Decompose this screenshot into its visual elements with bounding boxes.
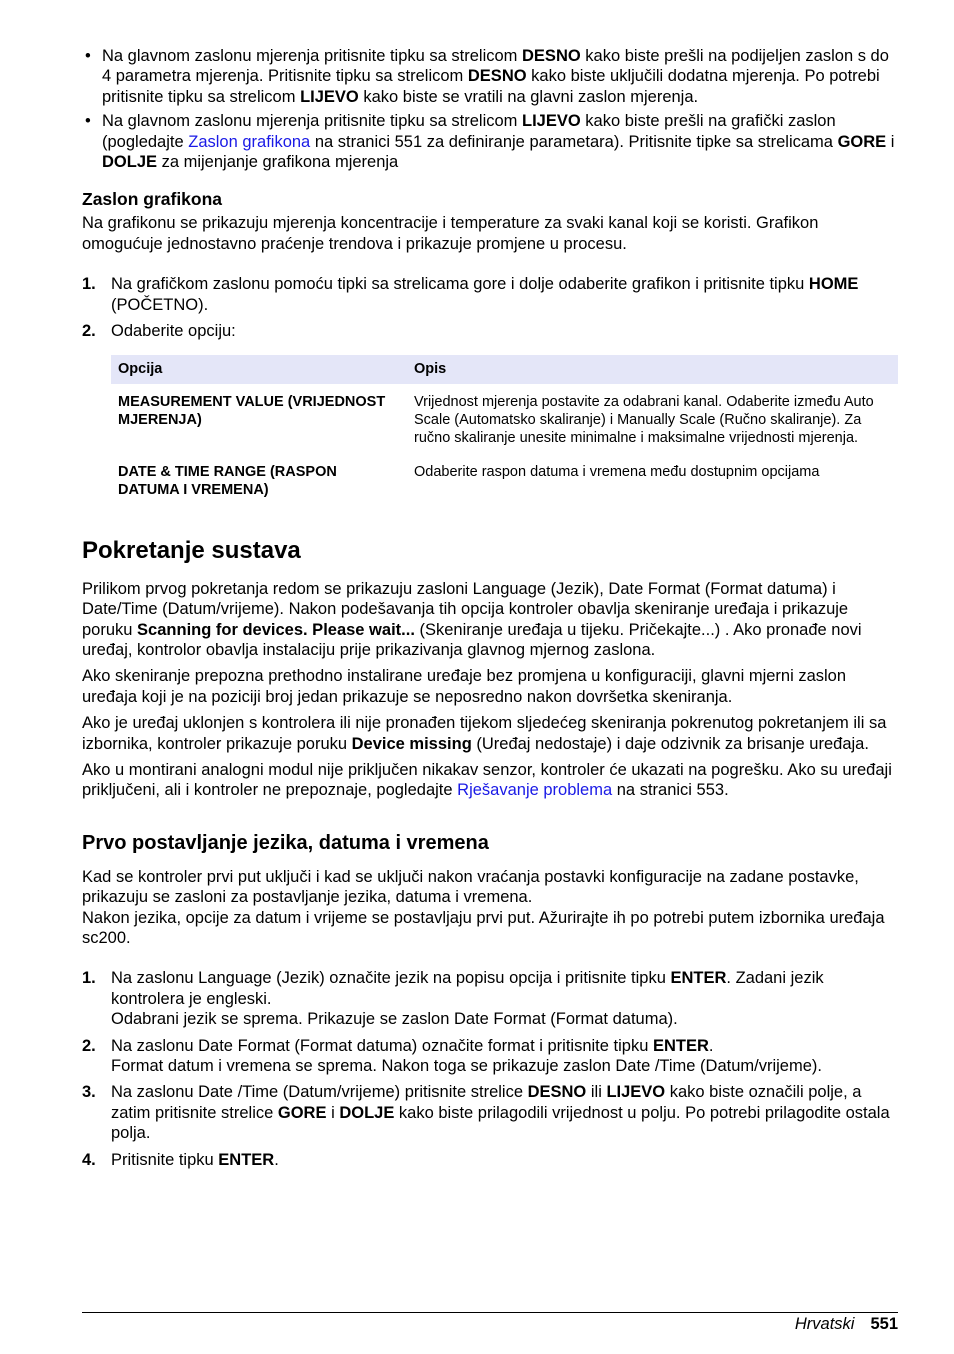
startup-paragraph: Ako skeniranje prepozna prethodno instalirane uređaje bez promjena u konfiguraciji, glavni mjerni zaslon uređaja koji je na poziciji broj jedan prikazuje se neposredno nakon dovršetka skeniranja.: [82, 667, 847, 706]
list-item: 1. Na grafičkom zaslonu pomoću tipki sa strelicama gore i dolje odaberite grafikon i pritisnite tipku HOME (POČETNO).: [82, 275, 859, 314]
bullet-icon: •: [85, 47, 91, 65]
table-header-row: [111, 355, 898, 383]
step-number: 4.: [82, 1150, 96, 1169]
step-result: Format datum i vremena se sprema. Nakon toga se prikazuje zaslon Date /Time (Datum/vrijeme).: [111, 1057, 822, 1075]
options-table: [111, 355, 898, 506]
list-item: 2. Odaberite opciju:: [82, 322, 236, 341]
graph-steps-list: [82, 274, 898, 341]
column-header-description: Opis: [407, 355, 898, 383]
table-row: [111, 384, 898, 455]
first-setup-title: Prvo postavljanje jezika, datuma i vremena: [82, 831, 489, 854]
document-page: [82, 46, 898, 1176]
graph-section-title: Zaslon grafikona: [82, 189, 223, 210]
navigation-bullet-list: [82, 46, 898, 172]
startup-paragraph: Prilikom prvog pokretanja redom se prikazuju zasloni Language (Jezik), Date Format (Format datuma) i Date/Time (Datum/vrijeme). Nakon podešavanja tih opcija kontroler obavlja skeniranje uređaja i prikazuje poruku Scanning for devices. Please wait... (Skeniranje uređaja u tijeku. Pričekajte...) . Ako pronađe novi uređaj, kontrolor obavlja instalaciju prije prikazivanja glavnog mjernog zaslona.: [82, 579, 862, 659]
startup-paragraph: Ako je uređaj uklonjen s kontrolera ili nije pronađen tijekom sljedećeg skeniranja pokrenutog pokretanjem ili sa izbornika, kontroler prikazuje poruku Device missing (Uređaj nedostaje) i daje odzivnik za brisanje uređaja.: [82, 714, 887, 753]
step-result: Odabrani jezik se sprema. Prikazuje se zaslon Date Format (Format datuma).: [111, 1010, 678, 1029]
setup-steps-list: [82, 968, 898, 1170]
startup-title: Pokretanje sustava: [82, 536, 301, 564]
step-number: 2.: [82, 1036, 96, 1055]
step-number: 1.: [82, 275, 96, 294]
list-item: 4. Pritisnite tipku ENTER.: [82, 1150, 279, 1169]
option-name: MEASUREMENT VALUE (VRIJEDNOST MJERENJA): [118, 393, 386, 428]
graph-section-intro: Na grafikonu se prikazuju mjerenja koncentracije i temperature za svaki kanal koji se koristi. Grafikon omogućuje jednostavno praćenje trendova i prikazuje promjene u procesu.: [82, 214, 819, 253]
column-header-option: Opcija: [111, 355, 407, 383]
step-number: 1.: [82, 969, 96, 988]
bullet-icon: •: [85, 112, 91, 131]
table-row: [111, 454, 898, 506]
list-item: 1. Na zaslonu Language (Jezik) označite jezik na popisu opcija i pritisnite tipku ENTER. Zadani jezik kontrolera je engleski. Odabrani jezik se sprema. Prikazuje se zaslon Date Format (Format datuma).: [82, 969, 824, 1029]
option-description: Vrijednost mjerenja postavite za odabrani kanal. Odaberite između Auto Scale (Automatsko skaliranje) i Manually Scale (Ručno skaliranje). Za ručno skaliranje unesite minimalne i maksimalne vrijednosti mjerenja.: [414, 393, 874, 447]
startup-paragraph: Ako u montirani analogni modul nije priključen nikakav senzor, kontroler će ukazati na pogrešku. Ako su uređaji priključeni, ali i kontroler ne prepoznaje, pogledajte Rješavanje problema na stranici 553.: [82, 760, 892, 800]
page-footer: [82, 1312, 898, 1333]
list-item: 3. Na zaslonu Date /Time (Datum/vrijeme) pritisnite strelice DESNO ili LIJEVO kako biste označili polje, a zatim pritisnite strelice GORE i DOLJE kako biste prilagodili vrijednost u polju. Po potrebi prilagodite ostala polja.: [82, 1083, 890, 1143]
troubleshooting-link[interactable]: Rješavanje problema: [457, 781, 613, 800]
first-setup-intro: Kad se kontroler prvi put uključi i kad se uključi nakon vraćanja postavki konfiguracije na zadane postavke, prikazuju se zasloni za postavljanje jezika, datuma i vremena.: [82, 867, 859, 907]
list-item: • Na glavnom zaslonu mjerenja pritisnite tipku sa strelicom LIJEVO kako biste prešli na grafički zaslon (pogledajte Zaslon grafikona na stranici 551 za definiranje parametara). Pritisnite tipke sa strelicama GORE i DOLJE za mijenjanje grafikona mjerenja: [85, 112, 895, 172]
option-description: Odaberite raspon datuma i vremena među dostupnim opcijama: [414, 464, 820, 481]
list-item: 2. Na zaslonu Date Format (Format datuma) označite format i pritisnite tipku ENTER. Format datum i vremena se sprema. Nakon toga se prikazuje zaslon Date /Time (Datum/vrijeme).: [82, 1036, 822, 1075]
option-name: DATE & TIME RANGE (RASPON DATUMA I VREMENA): [118, 464, 337, 499]
list-item: • Na glavnom zaslonu mjerenja pritisnite tipku sa strelicom DESNO kako biste prešli na podijeljen zaslon s do 4 parametra mjerenja. Pritisnite tipku sa strelicom DESNO kako biste uključili dodatna mjerenja. Po potrebi pritisnite tipku sa strelicom LIJEVO kako biste se vratili na glavni zaslon mjerenja.: [85, 47, 889, 106]
footer-language: Hrvatski: [794, 1315, 855, 1333]
page-number: 551: [870, 1315, 898, 1333]
first-setup-intro: Nakon jezika, opcije za datum i vrijeme se postavljaju prvi put. Ažurirajte ih po potrebi putem izbornika uređaja sc200.: [82, 908, 885, 947]
graph-screen-link[interactable]: Zaslon grafikona: [188, 132, 311, 151]
step-number: 2.: [82, 322, 96, 341]
step-number: 3.: [82, 1083, 96, 1102]
